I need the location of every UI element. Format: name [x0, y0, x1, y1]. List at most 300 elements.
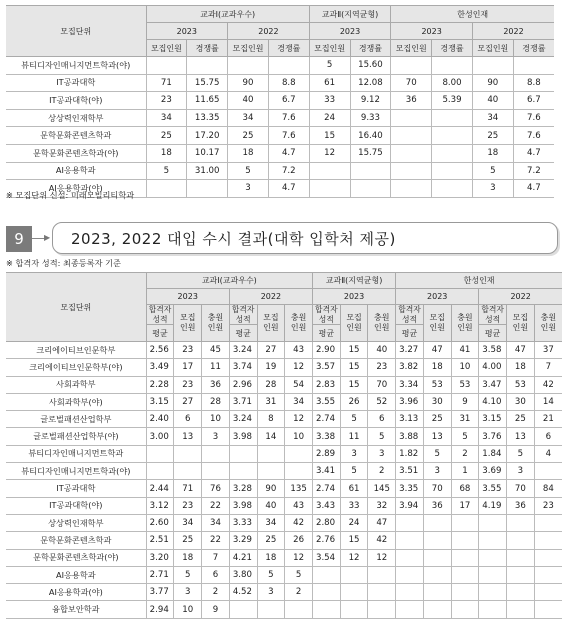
- table-cell: 70: [391, 74, 432, 92]
- table-cell: 7: [202, 549, 230, 566]
- t2-sub-header-extra: 충원 인원: [368, 305, 396, 342]
- table-cell: 40: [228, 92, 269, 110]
- table-cell: 6.7: [268, 92, 309, 110]
- unit-name: 글로벌패션산업학부: [6, 411, 146, 428]
- table-cell: [432, 180, 473, 198]
- table-cell: [309, 162, 350, 180]
- admission-table-2023-2022-jeongsi: [6, 5, 554, 198]
- table-cell: [396, 514, 424, 531]
- table-cell: 5: [285, 566, 313, 583]
- unit-name: AI응용학과: [6, 162, 146, 180]
- t1-group-header: 교과Ⅱ(지역균형): [309, 6, 391, 23]
- table-cell: 10: [285, 428, 313, 445]
- table-cell: 34: [228, 109, 269, 127]
- table-cell: 2.60: [146, 514, 174, 531]
- table-cell: [257, 601, 285, 618]
- table-cell: 3: [423, 463, 451, 480]
- table-cell: [423, 532, 451, 549]
- t1-sub-header-quota: 모집인원: [472, 40, 513, 57]
- table-cell: 3.98: [229, 497, 257, 514]
- table-cell: 3: [257, 584, 285, 601]
- unit-name: 뷰티디자인매니지먼트학과(야): [6, 463, 146, 480]
- table-cell: 3.15: [479, 411, 507, 428]
- table-cell: 18: [257, 549, 285, 566]
- table-cell: [228, 57, 269, 75]
- table-cell: 30: [423, 393, 451, 410]
- table-cell: 70: [368, 376, 396, 393]
- table-cell: [312, 584, 340, 601]
- table-cell: [146, 463, 174, 480]
- table-cell: 13: [174, 428, 202, 445]
- table-cell: 4.52: [229, 584, 257, 601]
- table-cell: 2: [285, 584, 313, 601]
- table-cell: 3.47: [479, 376, 507, 393]
- t1-sub-header-quota: 모집인원: [309, 40, 350, 57]
- table-row: [6, 359, 562, 376]
- table-cell: 47: [368, 514, 396, 531]
- table-cell: 3: [368, 445, 396, 462]
- t1-footnote: ※ 모집단위 신설: 미래모빌리티학과: [6, 190, 135, 200]
- table-cell: 71: [146, 74, 187, 92]
- table-cell: [507, 601, 535, 618]
- t1-unit-header: 모집단위: [6, 6, 146, 57]
- table-cell: 2.83: [312, 376, 340, 393]
- table-cell: [396, 566, 424, 583]
- unit-name: 크리에이티브인문학부: [6, 342, 146, 359]
- unit-name: IT공과대학: [6, 480, 146, 497]
- table-row: [6, 497, 562, 514]
- table-cell: 36: [507, 497, 535, 514]
- table-cell: 2.51: [146, 532, 174, 549]
- table-cell: [268, 57, 309, 75]
- table-cell: 28: [202, 393, 230, 410]
- table-cell: [396, 532, 424, 549]
- table-cell: [479, 584, 507, 601]
- table-cell: 33: [340, 497, 368, 514]
- table-cell: 3.24: [229, 411, 257, 428]
- t1-sub-header-ratio: 경쟁률: [268, 40, 309, 57]
- table-cell: 47: [507, 342, 535, 359]
- table-cell: 7.6: [513, 127, 554, 145]
- table-cell: [391, 109, 432, 127]
- table-cell: [312, 566, 340, 583]
- table-cell: 3: [228, 180, 269, 198]
- table-cell: 8.8: [268, 74, 309, 92]
- table-cell: [451, 514, 479, 531]
- table-cell: 90: [257, 480, 285, 497]
- table-cell: [146, 445, 174, 462]
- table-cell: 7.2: [268, 162, 309, 180]
- table-row: [6, 549, 562, 566]
- table-cell: 40: [472, 92, 513, 110]
- t1-sub-header-ratio: 경쟁률: [187, 40, 228, 57]
- table-cell: 12: [340, 549, 368, 566]
- table-cell: [350, 180, 391, 198]
- table-cell: 3.27: [396, 342, 424, 359]
- table-cell: 3: [174, 584, 202, 601]
- table-cell: 25: [472, 127, 513, 145]
- table-cell: 12: [285, 549, 313, 566]
- table-cell: 3.82: [396, 359, 424, 376]
- table-cell: 15: [340, 342, 368, 359]
- table-cell: 7.2: [513, 162, 554, 180]
- table-cell: 4.7: [268, 144, 309, 162]
- t2-sub-header-extra: 충원 인원: [451, 305, 479, 342]
- table-cell: [391, 57, 432, 75]
- table-cell: [479, 514, 507, 531]
- table-cell: [432, 127, 473, 145]
- table-cell: 9.12: [350, 92, 391, 110]
- table-cell: 6: [368, 411, 396, 428]
- table-cell: 53: [507, 376, 535, 393]
- unit-name: IT공과대학(야): [6, 497, 146, 514]
- table-cell: 3.00: [146, 428, 174, 445]
- table-cell: 3.49: [146, 359, 174, 376]
- table-cell: 1.82: [396, 445, 424, 462]
- table-cell: [479, 549, 507, 566]
- table-cell: 3.74: [229, 359, 257, 376]
- table-cell: [507, 566, 535, 583]
- table-cell: 10.17: [187, 144, 228, 162]
- table-cell: [285, 463, 313, 480]
- table-cell: [423, 584, 451, 601]
- t2-sub-header-extra: 충원 인원: [285, 305, 313, 342]
- table-cell: [257, 445, 285, 462]
- t1-sub-header-quota: 모집인원: [228, 40, 269, 57]
- table-cell: 2.96: [229, 376, 257, 393]
- t2-sub-header-quota: 모집 인원: [423, 305, 451, 342]
- table-row: [6, 144, 554, 162]
- table-cell: 3.55: [312, 393, 340, 410]
- table-cell: 18: [174, 549, 202, 566]
- table-cell: 7.6: [268, 109, 309, 127]
- t1-sub-header-quota: 모집인원: [391, 40, 432, 57]
- table-cell: 3: [472, 180, 513, 198]
- table-cell: 15.75: [187, 74, 228, 92]
- table-cell: 33: [309, 92, 350, 110]
- table-cell: 22: [202, 497, 230, 514]
- table-cell: 54: [285, 376, 313, 393]
- table-cell: 2: [202, 584, 230, 601]
- table-cell: [257, 463, 285, 480]
- unit-name: 뷰티디자인매니지먼트학과(야): [6, 57, 146, 75]
- table-row: [6, 601, 562, 618]
- unit-name: IT공과대학: [6, 74, 146, 92]
- table-cell: 47: [423, 342, 451, 359]
- table-cell: 3.94: [396, 497, 424, 514]
- table-cell: 3.33: [229, 514, 257, 531]
- table-cell: [423, 549, 451, 566]
- t2-sub-header-quota: 모집 인원: [507, 305, 535, 342]
- table-cell: 3.20: [146, 549, 174, 566]
- table-cell: 36: [391, 92, 432, 110]
- unit-name: 문학문화콘텐츠학과: [6, 532, 146, 549]
- table-cell: [507, 549, 535, 566]
- table-cell: 31: [451, 411, 479, 428]
- table-cell: 34: [202, 514, 230, 531]
- table-cell: 53: [423, 376, 451, 393]
- table-cell: 5: [451, 428, 479, 445]
- table-cell: 9.33: [350, 109, 391, 127]
- table-cell: [285, 601, 313, 618]
- table-cell: 1.84: [479, 445, 507, 462]
- table-cell: 2.89: [312, 445, 340, 462]
- table-cell: 34: [285, 393, 313, 410]
- table-cell: 3.80: [229, 566, 257, 583]
- table-cell: [146, 57, 187, 75]
- table-cell: [451, 584, 479, 601]
- table-cell: 23: [368, 359, 396, 376]
- table-row: [6, 445, 562, 462]
- table-cell: 135: [285, 480, 313, 497]
- table-cell: [507, 514, 535, 531]
- table-cell: 2.56: [146, 342, 174, 359]
- table-row: [6, 57, 554, 75]
- table-cell: 4: [534, 445, 562, 462]
- table-cell: 3.51: [396, 463, 424, 480]
- table-cell: 2: [451, 445, 479, 462]
- table-cell: [340, 584, 368, 601]
- table-cell: [202, 463, 230, 480]
- table-cell: [396, 601, 424, 618]
- table-cell: [513, 57, 554, 75]
- table-row: [6, 92, 554, 110]
- table-cell: 3.38: [312, 428, 340, 445]
- table-cell: 1: [451, 463, 479, 480]
- table-cell: [423, 601, 451, 618]
- unit-name: AI응용학과(야): [6, 584, 146, 601]
- table-cell: [368, 584, 396, 601]
- table-cell: 27: [174, 393, 202, 410]
- t1-sub-header-quota: 모집인원: [146, 40, 187, 57]
- table-cell: 22: [202, 532, 230, 549]
- table-cell: 3.24: [229, 342, 257, 359]
- admission-table-2023-2022-susi: [6, 272, 562, 619]
- unit-name: 융합보안학과: [6, 601, 146, 618]
- table-row: [6, 463, 562, 480]
- unit-name: 문학문화콘텐츠학과(야): [6, 144, 146, 162]
- table-cell: 34: [472, 109, 513, 127]
- table-cell: 36: [423, 497, 451, 514]
- table-cell: 12: [309, 144, 350, 162]
- table-row: [6, 428, 562, 445]
- table-cell: [507, 532, 535, 549]
- table-row: [6, 109, 554, 127]
- table-cell: 5: [174, 566, 202, 583]
- unit-name: 문학문화콘텐츠학과(야): [6, 549, 146, 566]
- table-cell: [432, 57, 473, 75]
- t2-year-header: 2023: [396, 289, 479, 305]
- table-cell: [479, 601, 507, 618]
- table-cell: [479, 532, 507, 549]
- unit-name: 크리에이티브인문학부(야): [6, 359, 146, 376]
- table-cell: 5: [423, 445, 451, 462]
- table-cell: [174, 445, 202, 462]
- table-row: [6, 376, 562, 393]
- table-cell: 3.55: [479, 480, 507, 497]
- table-cell: 3.76: [479, 428, 507, 445]
- table-cell: 76: [202, 480, 230, 497]
- table-cell: 15.60: [350, 57, 391, 75]
- unit-name: 뷰티디자인매니지먼트학과: [6, 445, 146, 462]
- table-cell: 17: [174, 359, 202, 376]
- table-cell: 18: [228, 144, 269, 162]
- table-cell: [423, 566, 451, 583]
- table-cell: 36: [202, 376, 230, 393]
- table-cell: [507, 584, 535, 601]
- table-cell: 4.19: [479, 497, 507, 514]
- table-cell: [534, 566, 562, 583]
- table-cell: 70: [423, 480, 451, 497]
- table-cell: 4.7: [513, 144, 554, 162]
- unit-name: 사회과학부(야): [6, 393, 146, 410]
- table-cell: [391, 127, 432, 145]
- table-cell: 5: [472, 162, 513, 180]
- table-cell: 25: [257, 532, 285, 549]
- table-cell: 2.76: [312, 532, 340, 549]
- t2-group-header: 교과Ⅰ(교과우수): [146, 273, 312, 289]
- table-row: [6, 480, 562, 497]
- table-cell: [534, 601, 562, 618]
- table-cell: 24: [309, 109, 350, 127]
- table-cell: [285, 445, 313, 462]
- table-cell: [312, 601, 340, 618]
- table-cell: 4.21: [229, 549, 257, 566]
- t2-year-header: 2023: [312, 289, 395, 305]
- table-cell: 3.28: [229, 480, 257, 497]
- table-cell: 16.40: [350, 127, 391, 145]
- table-cell: 43: [285, 497, 313, 514]
- table-row: [6, 566, 562, 583]
- t2-sub-header-extra: 충원 인원: [534, 305, 562, 342]
- unit-name: 사회과학부: [6, 376, 146, 393]
- t1-group-header: 한성인재: [391, 6, 554, 23]
- table-cell: 41: [451, 342, 479, 359]
- table-cell: [368, 566, 396, 583]
- table-row: [6, 342, 562, 359]
- table-cell: 34: [174, 514, 202, 531]
- table-cell: [451, 566, 479, 583]
- table-cell: [368, 601, 396, 618]
- table-cell: 31: [257, 393, 285, 410]
- table-cell: [534, 514, 562, 531]
- table-cell: [391, 144, 432, 162]
- table-cell: 2: [368, 463, 396, 480]
- table-cell: [534, 549, 562, 566]
- table-cell: 10: [174, 601, 202, 618]
- table-cell: 42: [285, 514, 313, 531]
- table-row: [6, 411, 562, 428]
- table-cell: 84: [534, 480, 562, 497]
- table-cell: 45: [202, 342, 230, 359]
- table-cell: 2.71: [146, 566, 174, 583]
- t2-footnote: ※ 합격자 성적: 최종등록자 기준: [6, 258, 121, 268]
- table-cell: 25: [228, 127, 269, 145]
- table-cell: 3.15: [146, 393, 174, 410]
- t1-sub-header-ratio: 경쟁률: [513, 40, 554, 57]
- table-cell: 18: [423, 359, 451, 376]
- table-cell: 6.7: [513, 92, 554, 110]
- table-cell: [146, 180, 187, 198]
- table-cell: [451, 601, 479, 618]
- table-cell: [451, 549, 479, 566]
- table-cell: 3.43: [312, 497, 340, 514]
- table-cell: 5.39: [432, 92, 473, 110]
- table-cell: 53: [451, 376, 479, 393]
- table-cell: [391, 162, 432, 180]
- table-row: [6, 584, 562, 601]
- table-cell: 12: [285, 411, 313, 428]
- table-cell: 13.35: [187, 109, 228, 127]
- table-cell: 6: [202, 566, 230, 583]
- table-cell: 3.35: [396, 480, 424, 497]
- table-cell: 15: [309, 127, 350, 145]
- t2-group-row: [6, 273, 562, 289]
- table-row: [6, 127, 554, 145]
- unit-name: 글로벌패션산업학부(야): [6, 428, 146, 445]
- t2-avg-header: 평균: [396, 325, 424, 342]
- section-title: 2023, 2022 대입 수시 결과(대학 입학처 제공): [71, 230, 396, 248]
- table-cell: 12.08: [350, 74, 391, 92]
- t2-avg-header: 평균: [146, 325, 174, 342]
- table-cell: 68: [451, 480, 479, 497]
- table-cell: 12: [285, 359, 313, 376]
- table-cell: [479, 566, 507, 583]
- table-cell: 15: [340, 532, 368, 549]
- table-cell: 9: [451, 393, 479, 410]
- unit-name: AI응용학과(야): [6, 180, 146, 198]
- t1-group-row: [6, 6, 554, 23]
- table-cell: 4.7: [268, 180, 309, 198]
- table-cell: 4.7: [513, 180, 554, 198]
- table-cell: [202, 445, 230, 462]
- table-cell: 3.12: [146, 497, 174, 514]
- table-cell: 23: [534, 497, 562, 514]
- table-cell: 6: [174, 411, 202, 428]
- table-cell: 61: [309, 74, 350, 92]
- table-cell: 52: [368, 393, 396, 410]
- t1-sub-header-ratio: 경쟁률: [432, 40, 473, 57]
- table-cell: [472, 57, 513, 75]
- table-cell: 2.90: [312, 342, 340, 359]
- table-cell: 3.41: [312, 463, 340, 480]
- table-cell: [391, 180, 432, 198]
- table-cell: 7.6: [268, 127, 309, 145]
- table-cell: 5: [309, 57, 350, 75]
- unit-name: 상상력인재학부: [6, 109, 146, 127]
- t1-year-header: 2023: [146, 23, 228, 40]
- table-row: [6, 162, 554, 180]
- table-cell: 10: [451, 359, 479, 376]
- table-cell: 17: [451, 497, 479, 514]
- table-cell: 2.80: [312, 514, 340, 531]
- table-cell: 61: [340, 480, 368, 497]
- arrow-right-icon: ▶: [44, 233, 51, 242]
- table-row: [6, 393, 562, 410]
- table-cell: 3: [202, 428, 230, 445]
- table-row: [6, 532, 562, 549]
- table-cell: 5: [257, 566, 285, 583]
- section-number: 9: [6, 226, 32, 252]
- table-cell: 32: [368, 497, 396, 514]
- table-cell: 6: [534, 428, 562, 445]
- table-cell: [350, 162, 391, 180]
- table-cell: 5: [228, 162, 269, 180]
- table-cell: 11: [202, 359, 230, 376]
- table-cell: 25: [423, 411, 451, 428]
- table-cell: 42: [534, 376, 562, 393]
- table-cell: 23: [174, 497, 202, 514]
